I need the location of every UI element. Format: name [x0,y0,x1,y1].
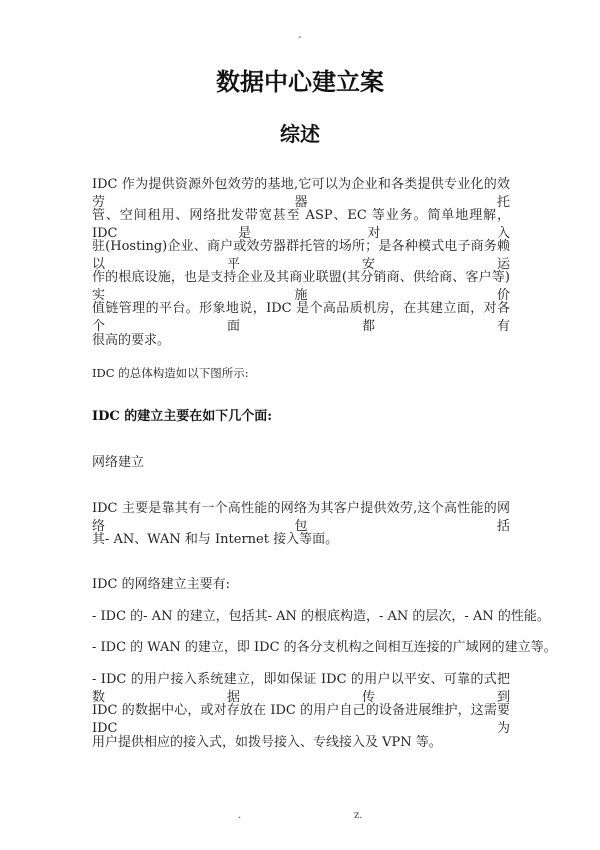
network-line: IDC 主要是靠其有一个高性能的网络为其客户提供效劳,这个高性能的网络包括 [92,501,510,534]
intro-line: 很高的要求。 [92,333,171,348]
list-item: IDC 的数据中心，或对存放在 IDC 的用户自己的设备进展维护，这需要 IDC 为 [92,703,510,736]
section-heading-overview: 综述 [280,122,320,146]
list-item: - IDC 的 WAN 的建立，即 IDC 的各分支机构之间相互连接的广域网的建立等。 [92,640,557,655]
intro-line: 驻(Hosting)企业、商户或效劳器群托管的场所；是各种模式电子商务赖以平安运 [92,239,510,272]
intro-line: 值链管理的平台。形象地说，IDC 是个高品质机房，在其建立面，对各个面都有 [92,301,510,334]
list-item: - IDC 的- AN 的建立，包括其- AN 的根底构造，- AN 的层次，- AN 的性能。 [92,609,550,624]
footer-right-mark: z. [354,810,363,821]
list-item: 用户提供相应的接入式，如拨号接入、专线接入及 VPN 等。 [92,735,442,750]
network-line: 其- AN、WAN 和与 Internet 接入等面。 [92,532,339,547]
network-list-intro: IDC 的网络建立主要有: [92,577,231,592]
list-item: - IDC 的用户接入系统建立，即如保证 IDC 的用户以平安、可靠的式把数据传到 [92,672,510,705]
header-mark: - [298,32,302,43]
footer-left-mark: . [238,810,242,821]
structure-note: IDC 的总体构造如以下图所示: [92,366,249,380]
main-heading: IDC 的建立主要在如下几个面: [92,409,273,424]
intro-line: 作的根底设施，也是支持企业及其商业联盟(其分销商、供给商、客户等)实施价 [92,270,510,303]
document-title: 数据中心建立案 [216,67,384,96]
section-title-network: 网络建立 [92,455,145,470]
intro-line: IDC 作为提供资源外包效劳的基地,它可以为企业和各类提供专业化的效劳器托 [92,177,510,210]
intro-line: 管、空间租用、网络批发带宽甚至 ASP、EC 等业务。简单地理解，IDC 是对入 [92,208,510,241]
